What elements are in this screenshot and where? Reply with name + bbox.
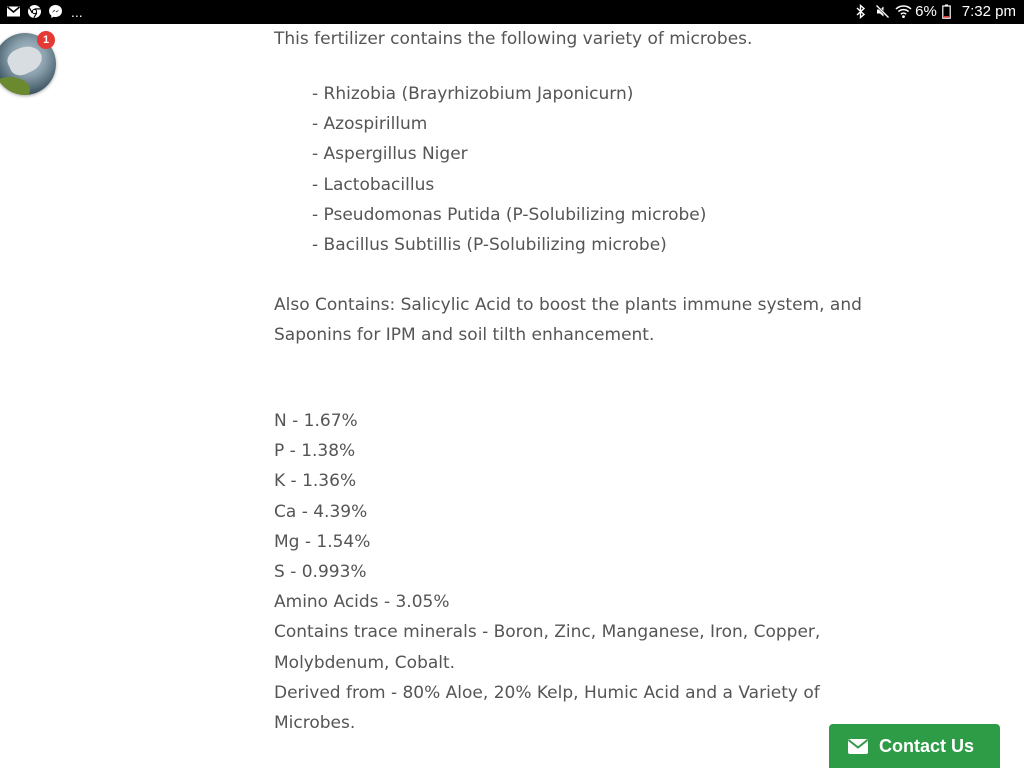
contact-us-button[interactable] (829, 724, 1000, 768)
avatar-photo-grass (0, 77, 30, 95)
microbe-item: - Rhizobia (Brayrhizobium Japonicurn) (312, 84, 634, 104)
mute-icon (875, 4, 890, 19)
microbe-item: - Bacillus Subtillis (P-Solubilizing microbe) (312, 235, 667, 256)
analysis-line: Amino Acids - 3.05% (274, 592, 450, 613)
battery-icon (942, 4, 957, 19)
chrome-icon (27, 4, 42, 19)
chat-head-badge: 1 (37, 31, 55, 49)
analysis-line: Contains trace minerals - Boron, Zinc, Manganese, Iron, Copper, Molybdenum, Cobalt. (274, 622, 821, 673)
analysis-line: Ca - 4.39% (274, 501, 368, 522)
analysis-line: S - 0.993% (274, 562, 367, 583)
analysis-line: Mg - 1.54% (274, 531, 371, 552)
gmail-icon (6, 4, 21, 19)
contact-us-label: Contact Us (879, 735, 975, 756)
status-bar (0, 0, 1024, 24)
messenger-icon (48, 4, 63, 19)
bluetooth-icon (855, 4, 870, 19)
microbe-item: - Pseudomonas Putida (P-Solubilizing microbe) (312, 204, 707, 225)
battery-percent: 6% (915, 3, 937, 20)
status-system (855, 3, 1016, 20)
microbe-list (312, 79, 706, 260)
nutrient-analysis (274, 406, 894, 738)
microbe-item: - Lactobacillus (312, 174, 435, 195)
more-notifications: ... (71, 3, 83, 20)
analysis-line: K - 1.36% (274, 471, 357, 492)
envelope-icon (847, 738, 869, 755)
also-contains-paragraph: Also Contains: Salicylic Acid to boost the plants immune system, and Saponins for IPM and soil tilth enhancement. (274, 295, 862, 346)
microbes-intro: This fertilizer contains the following variety of microbes. (274, 29, 753, 49)
clock: 7:32 pm (961, 3, 1016, 20)
analysis-line: Derived from - 80% Aloe, 20% Kelp, Humic Acid and a Variety of Microbes. (274, 682, 820, 734)
status-notifications (6, 4, 83, 19)
microbe-item: - Aspergillus Niger (312, 144, 468, 165)
analysis-line: P - 1.38% (274, 441, 356, 462)
wifi-icon (895, 4, 910, 19)
microbe-item: - Azospirillum (312, 114, 428, 135)
analysis-line: N - 1.67% (274, 411, 358, 431)
